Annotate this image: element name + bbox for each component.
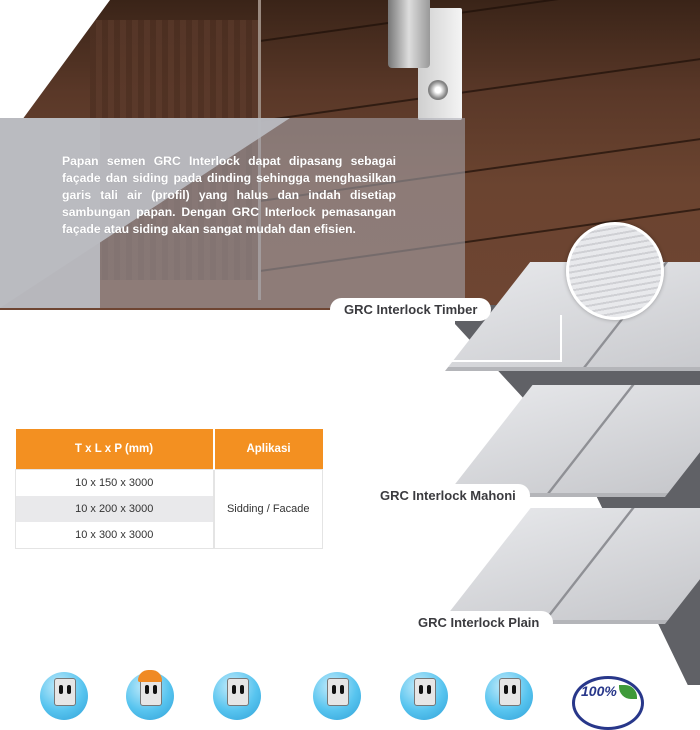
panel-mahoni	[445, 385, 700, 497]
motion-sensor-icon	[428, 80, 448, 100]
badge-text: 100%	[581, 683, 617, 699]
wall-lamp-icon	[388, 0, 430, 68]
panel-groove	[547, 385, 634, 493]
dimension-cell: 10 x 150 x 3000	[75, 477, 154, 489]
callout-line	[560, 315, 562, 361]
product-label-timber: GRC Interlock Timber	[330, 298, 491, 321]
construction-mascot-icon	[126, 672, 174, 720]
product-label-plain: GRC Interlock Plain	[404, 611, 553, 634]
plank-line	[260, 58, 700, 122]
plank-line	[260, 0, 700, 42]
dimension-cell: 10 x 200 x 3000	[16, 496, 214, 522]
callout-line	[452, 360, 562, 362]
spec-table	[15, 429, 323, 549]
application-cell: Sidding / Facade	[214, 470, 323, 549]
eco-badge-icon	[572, 676, 644, 730]
dimension-cell: 10 x 300 x 3000	[75, 529, 154, 541]
intro-paragraph: Papan semen GRC Interlock dapat dipasang sebagai façade dan siding pada dinding sehingga menghasilkan garis tali air (profil) yang halus dan indah disetiap sambungan papan. Dengan GRC Interlock pemasangan façade atau siding akan sangat mudah dan efisien.	[62, 154, 396, 237]
feature-icons-row	[0, 668, 700, 700]
leaf-icon	[619, 685, 637, 699]
panel-groove	[544, 508, 635, 620]
panel-plain	[440, 508, 700, 624]
waterproof-mascot-icon	[400, 672, 448, 720]
termite-proof-mascot-icon	[313, 672, 361, 720]
clean-mascot-icon	[40, 672, 88, 720]
table-row	[16, 470, 323, 497]
detail-zoom-circle	[566, 222, 664, 320]
header-application: Aplikasi	[214, 429, 323, 470]
strong-mascot-icon	[213, 672, 261, 720]
header-dimension: T x L x P (mm)	[16, 429, 214, 470]
product-label-mahoni: GRC Interlock Mahoni	[366, 484, 530, 507]
fire-resistant-mascot-icon	[485, 672, 533, 720]
